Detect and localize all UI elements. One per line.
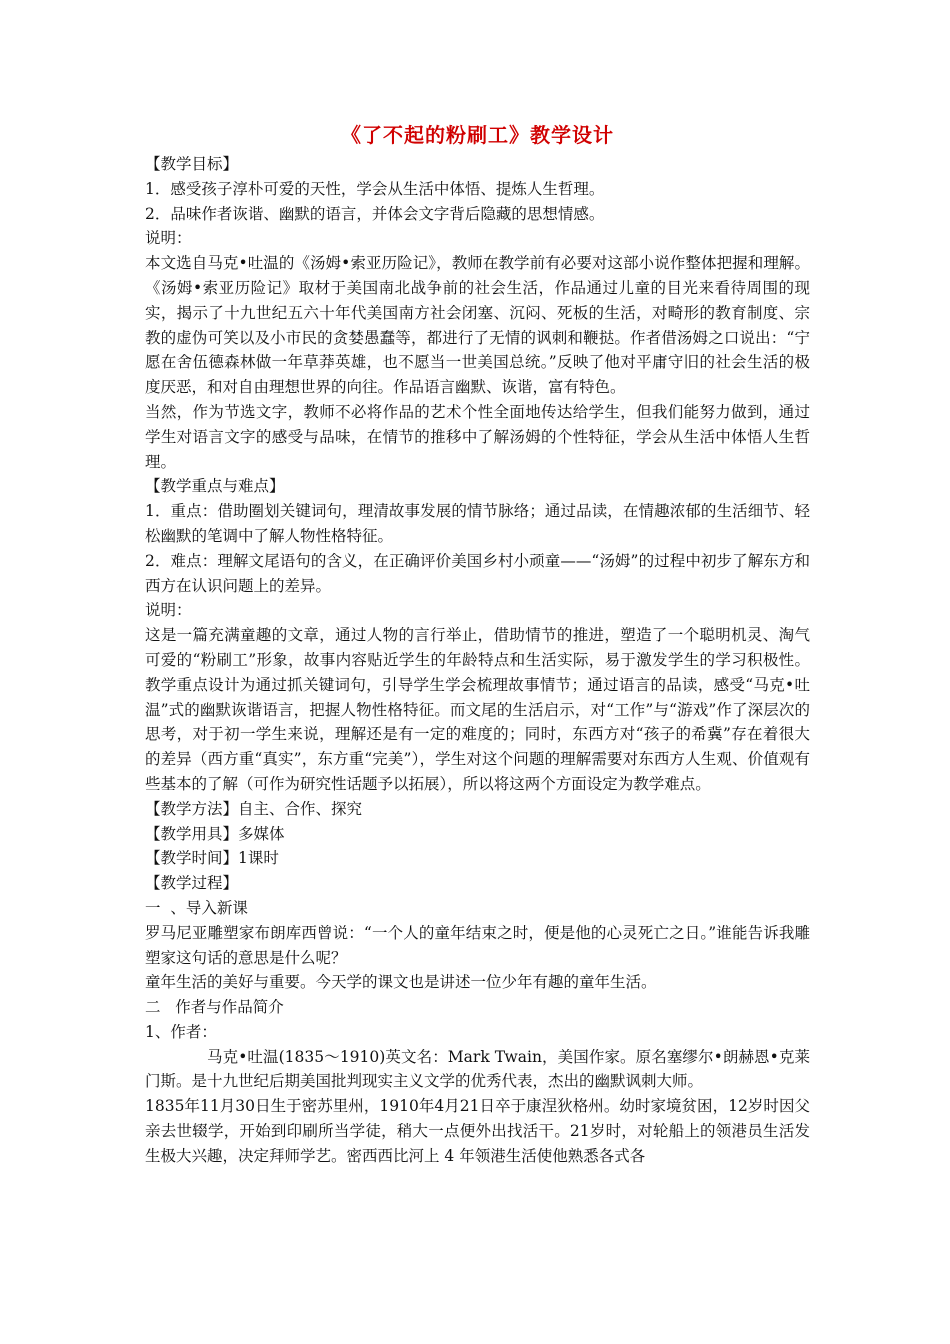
paragraph: 这是一篇充满童趣的文章，通过人物的言行举止，借助情节的推进，塑造了一个聪明机灵、淘气可爱的“粉刷工”形象，故事内容贴近学生的年龄特点和生活实际，易于激发学生的学习积极性。教学重点设计为通过抓关键词句，引导学生学会梳理故事情节；通过语言的品读，感受“马克•吐温”式的幽默诙谐语言，把握人物性格特征。而文尾的生活启示，对“工作”与“游戏”作了深层次的思考，对于初一学生来说，理解还是有一定的难度的；同时，东西方对“孩子的希冀”存在着很大的差异（西方重“真实”，东方重“完美”），学生对这个问题的理解需要对东西方人生观、价值观有些基本的了解（可作为研究性话题予以拓展），所以将这两个方面设定为教学难点。 xyxy=(145,626,810,793)
paragraph: 马克•吐温(1835～1910)英文名：Mark Twain，美国作家。原名塞缪尔•朗赫恩•克莱门斯。是十九世纪后期美国批判现实主义文学的优秀代表，杰出的幽默讽刺大师。 xyxy=(145,1047,810,1091)
paragraph: 本文选自马克•吐温的《汤姆•索亚历险记》，教师在教学前有必要对这部小说作整体把握和理解。《汤姆•索亚历险记》取材于美国南北战争前的社会生活，作品通过儿童的目光来看待周围的现实，揭示了十九世纪五六十年代美国南方社会闭塞、沉闷、死板的生活，对畸形的教育制度、宗教的虚伪可笑以及小市民的贪婪愚蠢等，都进行了无情的讽刺和鞭挞。作者借汤姆之口说出：“宁愿在舍伍德森林做一年草莽英雄，也不愿当一世美国总统。”反映了他对平庸守旧的社会生活的极度厌恶，和对自由理想世界的向往。作品语言幽默、诙谐，富有特色。 xyxy=(145,254,810,397)
paragraph: 说明： xyxy=(145,229,192,248)
paragraph: 1．感受孩子淳朴可爱的天性，学会从生活中体悟、提炼人生哲理。 xyxy=(145,179,605,198)
paragraph: 1．重点：借助圈划关键词句，理清故事发展的情节脉络；通过品读，在情趣浓郁的生活细节、轻松幽默的笔调中了解人物性格特征。 xyxy=(145,502,810,545)
document-page xyxy=(145,118,810,1169)
paragraph: 1、作者： xyxy=(145,1022,217,1041)
paragraph: 罗马尼亚雕塑家布朗库西曾说：“一个人的童年结束之时，便是他的心灵死亡之日。”谁能告诉我雕塑家这句话的意思是什么呢？ xyxy=(145,923,810,967)
section-heading-goals: 【教学目标】 xyxy=(145,155,239,173)
paragraph: 童年生活的美好与重要。今天学的课文也是讲述一位少年有趣的童年生活。 xyxy=(145,973,657,992)
section-heading-process: 【教学过程】 xyxy=(145,874,239,893)
paragraph: 说明： xyxy=(145,601,192,620)
section-heading-method: 【教学方法】自主、合作、探究 xyxy=(145,799,363,818)
document-title: 《了不起的粉刷工》教学设计 xyxy=(341,123,614,147)
section-heading-tools: 【教学用具】多媒体 xyxy=(145,824,285,843)
paragraph: 2．难点：理解文尾语句的含义，在正确评价美国乡村小顽童——“汤姆”的过程中初步了解东方和西方在认识问题上的差异。 xyxy=(145,551,810,595)
section-heading-time: 【教学时间】1课时 xyxy=(145,849,279,868)
paragraph: 二 作者与作品简介 xyxy=(145,998,284,1017)
section-heading-focus: 【教学重点与难点】 xyxy=(145,477,285,496)
paragraph: 2．品味作者诙谐、幽默的语言，并体会文字背后隐藏的思想情感。 xyxy=(145,204,605,223)
paragraph: 一 、导入新课 xyxy=(145,898,248,917)
paragraph: 1835年11月30日生于密苏里州，1910年4月21日卒于康涅狄格州。幼时家境贫困，12岁时因父亲去世辍学，开始到印刷所当学徒，稍大一点便外出找活干。21岁时，对轮船上的领港员生活发生极大兴趣，决定拜师学艺。密西西比河上 4 年领港生活使他熟悉各式各 xyxy=(145,1097,810,1165)
paragraph: 当然，作为节选文字，教师不必将作品的艺术个性全面地传达给学生，但我们能努力做到，通过学生对语言文字的感受与品味，在情节的推移中了解汤姆的个性特征，学会从生活中体悟人生哲理。 xyxy=(145,402,810,471)
